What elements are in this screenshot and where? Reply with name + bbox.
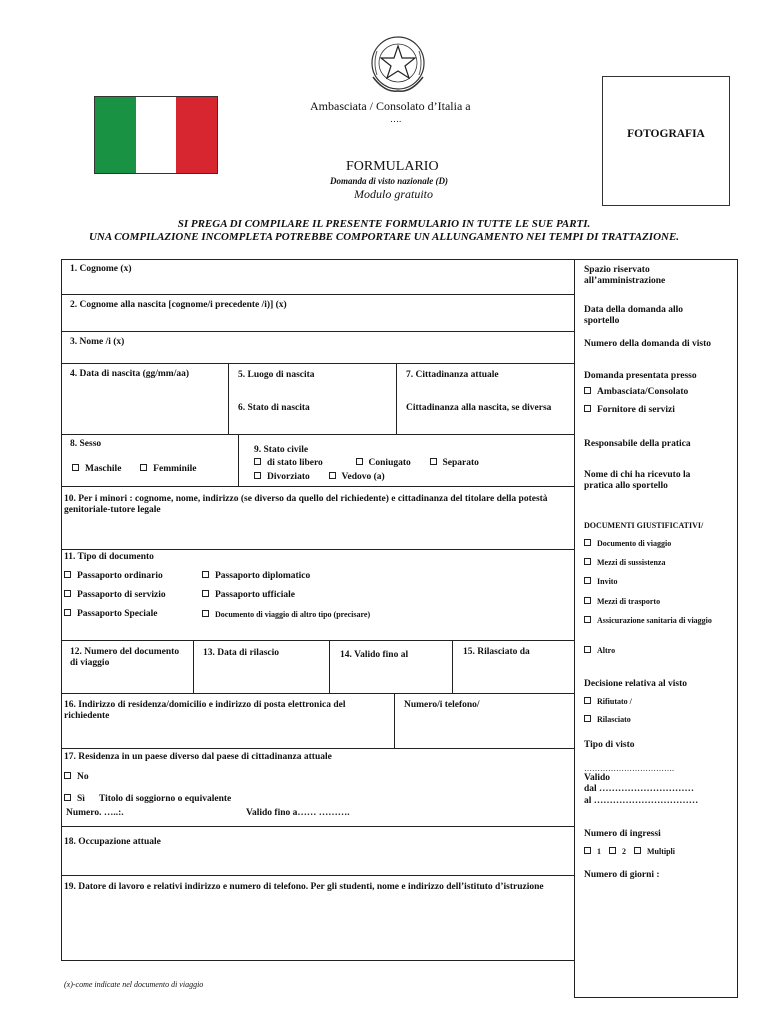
special-passport-checkbox[interactable] [64,609,71,616]
admin-embassy-label: Ambasciata/Consolato [597,387,689,397]
admin-doc-3 [584,577,734,587]
doc3-label: Invito [597,577,618,586]
other-document-checkbox[interactable] [202,610,209,617]
admin-decision: Decisione relativa al visto [584,679,687,689]
italian-flag [94,96,218,174]
field-1-label: 1. Cognome (x) [70,264,132,274]
ordinary-passport-checkbox[interactable] [64,571,71,578]
entries-multi-checkbox[interactable] [634,847,641,854]
doc4-label: Mezzi di trasporto [597,597,661,606]
residence-no [64,772,89,783]
flag-red-band [176,97,217,173]
field-16b-label: Numero/i telefono/ [404,700,480,710]
entries-1-checkbox[interactable] [584,847,591,854]
doc5-label: Assicurazione sanitaria di viaggio [597,616,712,625]
ordinary-passport-label: Passaporto ordinario [77,571,163,581]
issued-label: Rilasciato [597,715,631,724]
entries-1-label: 1 [597,847,601,856]
flag-green-band [95,97,136,173]
admin-valid-to: al …………………………… [584,796,699,806]
divorced-checkbox[interactable] [254,472,261,479]
admin-doc-6 [584,646,734,656]
residence-title-label: Titolo di soggiorno o equivalente [98,794,232,804]
residence-yes [64,794,231,805]
admin-valid-from: dal ………………………… [584,784,695,794]
doc-ordinary [64,571,163,582]
field-7-label: 7. Cittadinanza attuale [406,370,499,380]
admin-responsible: Responsabile della pratica [584,439,691,449]
doc3-checkbox[interactable] [584,577,591,584]
doc1-label: Documento di viaggio [597,539,672,548]
entries-2-checkbox[interactable] [609,847,616,854]
doc5-checkbox[interactable] [584,616,591,623]
admin-refused [584,697,734,707]
field-10-label: 10. Per i minori : cognome, nome, indirizzo (se diverso da quello del richiedente) e cittadinanza del titolare della potestà genitoriale-tutore legale [64,494,548,515]
other-document-label: Documento di viaggio di altro tipo (precisare) [215,610,371,619]
photo-box [602,76,730,206]
female-checkbox[interactable] [140,464,147,471]
doc-service [64,590,166,601]
single-label: di stato libero [267,458,323,468]
official-passport-label: Passaporto ufficiale [215,590,295,600]
field-11-label: 11. Tipo di documento [64,552,154,562]
doc2-label: Mezzi di sussistenza [597,558,666,567]
field-14-box[interactable] [329,640,453,694]
doc-other [202,609,370,620]
residence-number: Numero. …..:. [66,808,124,818]
official-passport-checkbox[interactable] [202,590,209,597]
field-12-label: 12. Numero del documento di viaggio [70,647,180,668]
residence-yes-checkbox[interactable] [64,794,71,801]
field-4-label: 4. Data di nascita (gg/mm/aa) [70,369,190,379]
civil-row-2 [254,472,385,483]
admin-embassy [584,387,734,398]
doc-diplomatic [202,571,310,582]
admin-provider-checkbox[interactable] [584,405,591,412]
female-label: Femminile [153,464,197,474]
field-3-label: 3. Nome /i (x) [70,337,125,347]
admin-doc-5 [584,616,714,626]
entries-multi-label: Multipli [647,847,676,856]
field-6-label: 6. Stato di nascita [238,403,310,413]
admin-docs: DOCUMENTI GIUSTIFICATIVI/ [584,521,704,530]
widowed-checkbox[interactable] [329,472,336,479]
male-checkbox[interactable] [72,464,79,471]
field-15-label: 15. Rilasciato da [463,647,530,657]
admin-valid: Valido [584,773,611,783]
notice-line-2: UNA COMPILAZIONE INCOMPLETA POTREBBE COMPORTARE UN ALLUNGAMENTO NEI TEMPI DI TRATTAZIONE. [88,231,680,243]
doc6-label: Altro [597,646,616,655]
embassy-line: Ambasciata / Consolato d’Italia a [310,99,471,113]
notice-line-1: SI PREGA DI COMPILARE IL PRESENTE FORMULARIO IN TUTTE LE SUE PARTI. [177,218,591,230]
italian-emblem-icon [365,33,431,97]
admin-embassy-checkbox[interactable] [584,387,591,394]
service-passport-label: Passaporto di servizio [77,590,166,600]
admin-presented: Domanda presentata presso [584,371,697,381]
diplomatic-passport-checkbox[interactable] [202,571,209,578]
separated-label: Separato [442,458,479,468]
divorced-label: Divorziato [267,472,310,482]
residence-no-label: No [77,772,89,782]
separated-checkbox[interactable] [430,458,437,465]
embassy-dots: …. [390,114,402,124]
field-7b-label: Cittadinanza alla nascita, se diversa [406,403,552,413]
field-18-box[interactable] [61,826,575,876]
admin-visa-dots: ……………………………. [584,764,674,773]
doc4-checkbox[interactable] [584,597,591,604]
admin-entries-options [584,847,734,857]
field-16-label: 16. Indirizzo di residenza/domicilio e indirizzo di posta elettronica del richiedente [64,700,346,721]
service-passport-checkbox[interactable] [64,590,71,597]
doc-special [64,609,157,620]
married-checkbox[interactable] [356,458,363,465]
doc1-checkbox[interactable] [584,539,591,546]
admin-number: Numero della domanda di visto [584,339,712,349]
admin-doc-1 [584,539,734,549]
admin-date: Data della domanda allo sportello [584,305,683,326]
issued-checkbox[interactable] [584,715,591,722]
admin-received: Nome di chi ha ricevuto la pratica allo sportello [584,470,691,491]
photo-label: FOTOGRAFIA [627,128,705,140]
doc2-checkbox[interactable] [584,558,591,565]
free-form-label: Modulo gratuito [354,187,434,201]
refused-label: Rifiutato / [597,697,632,706]
admin-doc-4 [584,597,734,607]
residence-valid: Valido fino a…… ………. [246,808,350,818]
residence-yes-label: Sì [77,794,85,804]
field-17-label: 17. Residenza in un paese diverso dal paese di cittadinanza attuale [64,752,332,762]
field-2-label: 2. Cognome alla nascita [cognome/i precedente /i)] (x) [70,300,287,310]
field-19-label: 19. Datore di lavoro e relativi indirizzo e numero di telefono. Per gli studenti, nome e indirizzo dell’istituto d’istruzione [64,882,544,892]
married-label: Coniugato [368,458,411,468]
field-9-label: 9. Stato civile [254,445,309,455]
admin-sidebar [574,259,738,998]
admin-provider-label: Fornitore di servizi [597,405,675,415]
field-3-box[interactable] [61,331,575,364]
admin-days: Numero di giorni : [584,870,660,880]
field-5-label: 5. Luogo di nascita [238,370,315,380]
admin-reserved: Spazio riservato all’amministrazione [584,265,666,286]
field-1-box[interactable] [61,259,575,295]
doc6-checkbox[interactable] [584,646,591,653]
doc-official [202,590,295,601]
diplomatic-passport-label: Passaporto diplomatico [215,571,311,581]
field-14-label: 14. Valido fino al [340,650,409,660]
field-13-label: 13. Data di rilascio [203,648,279,658]
refused-checkbox[interactable] [584,697,591,704]
entries-2-label: 2 [622,847,626,856]
footnote: (x)-come indicate nel documento di viaggio [64,980,204,989]
form-subtitle: Domanda di visto nazionale (D) [330,176,449,186]
widowed-label: Vedovo (a) [341,472,385,482]
admin-visa-type: Tipo di visto [584,740,635,750]
civil-row-1 [254,458,479,469]
admin-doc-2 [584,558,734,568]
residence-no-checkbox[interactable] [64,772,71,779]
flag-white-band [136,97,177,173]
sex-options [72,464,196,475]
admin-provider [584,405,734,416]
admin-entries: Numero di ingressi [584,829,661,839]
field-8-label: 8. Sesso [70,439,102,449]
single-checkbox[interactable] [254,458,261,465]
field-18-label: 18. Occupazione attuale [64,837,161,847]
admin-issued [584,715,734,725]
form-title: FORMULARIO [346,159,439,174]
male-label: Maschile [85,464,122,474]
special-passport-label: Passaporto Speciale [77,609,158,619]
